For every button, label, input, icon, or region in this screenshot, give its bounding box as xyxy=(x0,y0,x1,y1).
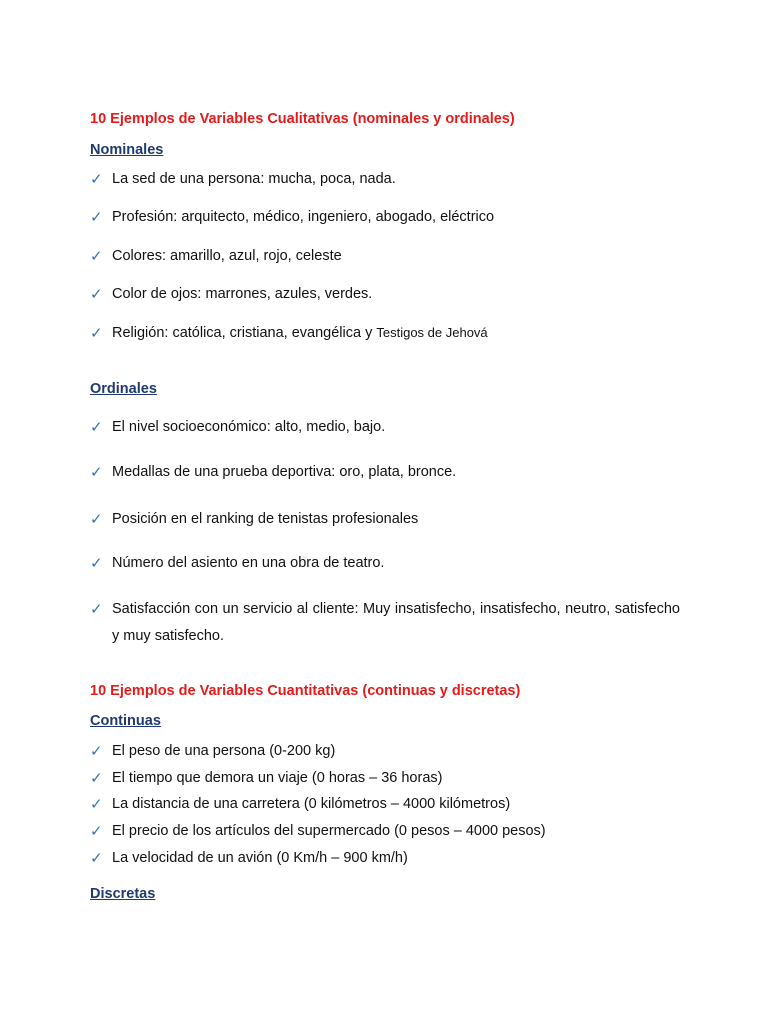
subheading-nominales: Nominales xyxy=(90,142,164,158)
check-mark-icon: ✓ xyxy=(90,285,103,303)
check-mark-icon: ✓ xyxy=(90,742,103,760)
list-item xyxy=(90,323,680,343)
check-mark-icon: ✓ xyxy=(90,822,103,840)
list-item xyxy=(90,768,680,788)
check-mark-icon: ✓ xyxy=(90,418,103,436)
list-item xyxy=(90,741,680,761)
list-item-text-main: Religión: católica, cristiana, evangélica y xyxy=(112,325,373,341)
subheading-ordinales: Ordinales xyxy=(90,381,157,397)
list-item-text: El tiempo que demora un viaje (0 horas – 36 horas) xyxy=(112,770,443,786)
list-item xyxy=(90,462,680,482)
section-heading-cualitativas: 10 Ejemplos de Variables Cualitativas (nominales y ordinales) xyxy=(90,111,515,127)
list-item xyxy=(90,794,680,814)
list-item-text: Color de ojos: marrones, azules, verdes. xyxy=(112,286,373,302)
list-item-text: Número del asiento en una obra de teatro. xyxy=(112,555,385,571)
list-item-text: Colores: amarillo, azul, rojo, celeste xyxy=(112,248,342,264)
check-mark-icon: ✓ xyxy=(90,247,103,265)
list-item xyxy=(90,417,680,437)
check-mark-icon: ✓ xyxy=(90,849,103,867)
list-item xyxy=(90,509,680,529)
subheading-continuas: Continuas xyxy=(90,713,161,729)
check-mark-icon: ✓ xyxy=(90,324,103,342)
list-item xyxy=(90,169,680,189)
list-item-text-tail: Testigos de Jehová xyxy=(376,325,488,340)
list-item-text: El peso de una persona (0-200 kg) xyxy=(112,743,336,759)
check-mark-icon: ✓ xyxy=(90,510,103,528)
check-mark-icon: ✓ xyxy=(90,769,103,787)
list-item-text: Medallas de una prueba deportiva: oro, plata, bronce. xyxy=(112,464,457,480)
list-item-text: El nivel socioeconómico: alto, medio, bajo. xyxy=(112,419,386,435)
list-item xyxy=(90,553,680,573)
list-item xyxy=(90,821,680,841)
check-mark-icon: ✓ xyxy=(90,600,103,618)
section-heading-cuantitativas: 10 Ejemplos de Variables Cuantitativas (continuas y discretas) xyxy=(90,683,521,699)
list-item xyxy=(90,848,680,868)
list-item-text: Profesión: arquitecto, médico, ingeniero, abogado, eléctrico xyxy=(112,209,495,225)
check-mark-icon: ✓ xyxy=(90,554,103,572)
list-item-text: El precio de los artículos del supermercado (0 pesos – 4000 pesos) xyxy=(112,823,546,839)
subheading-discretas: Discretas xyxy=(90,886,156,902)
list-item-text xyxy=(112,323,680,343)
list-item-text: Satisfacción con un servicio al cliente: Muy insatisfecho, insatisfecho, neutro, satisfecho y muy satisfecho. xyxy=(112,601,680,644)
check-mark-icon: ✓ xyxy=(90,795,103,813)
list-item xyxy=(90,207,680,227)
check-mark-icon: ✓ xyxy=(90,463,103,481)
check-mark-icon: ✓ xyxy=(90,170,103,188)
list-item-text: Posición en el ranking de tenistas profesionales xyxy=(112,511,419,527)
list-item xyxy=(90,599,680,650)
list-item-text: La sed de una persona: mucha, poca, nada. xyxy=(112,171,396,187)
list-item-text: La velocidad de un avión (0 Km/h – 900 km/h) xyxy=(112,850,408,866)
list-item xyxy=(90,246,680,266)
list-item-text: La distancia de una carretera (0 kilómetros – 4000 kilómetros) xyxy=(112,796,511,812)
check-mark-icon: ✓ xyxy=(90,208,103,226)
list-item xyxy=(90,284,680,304)
